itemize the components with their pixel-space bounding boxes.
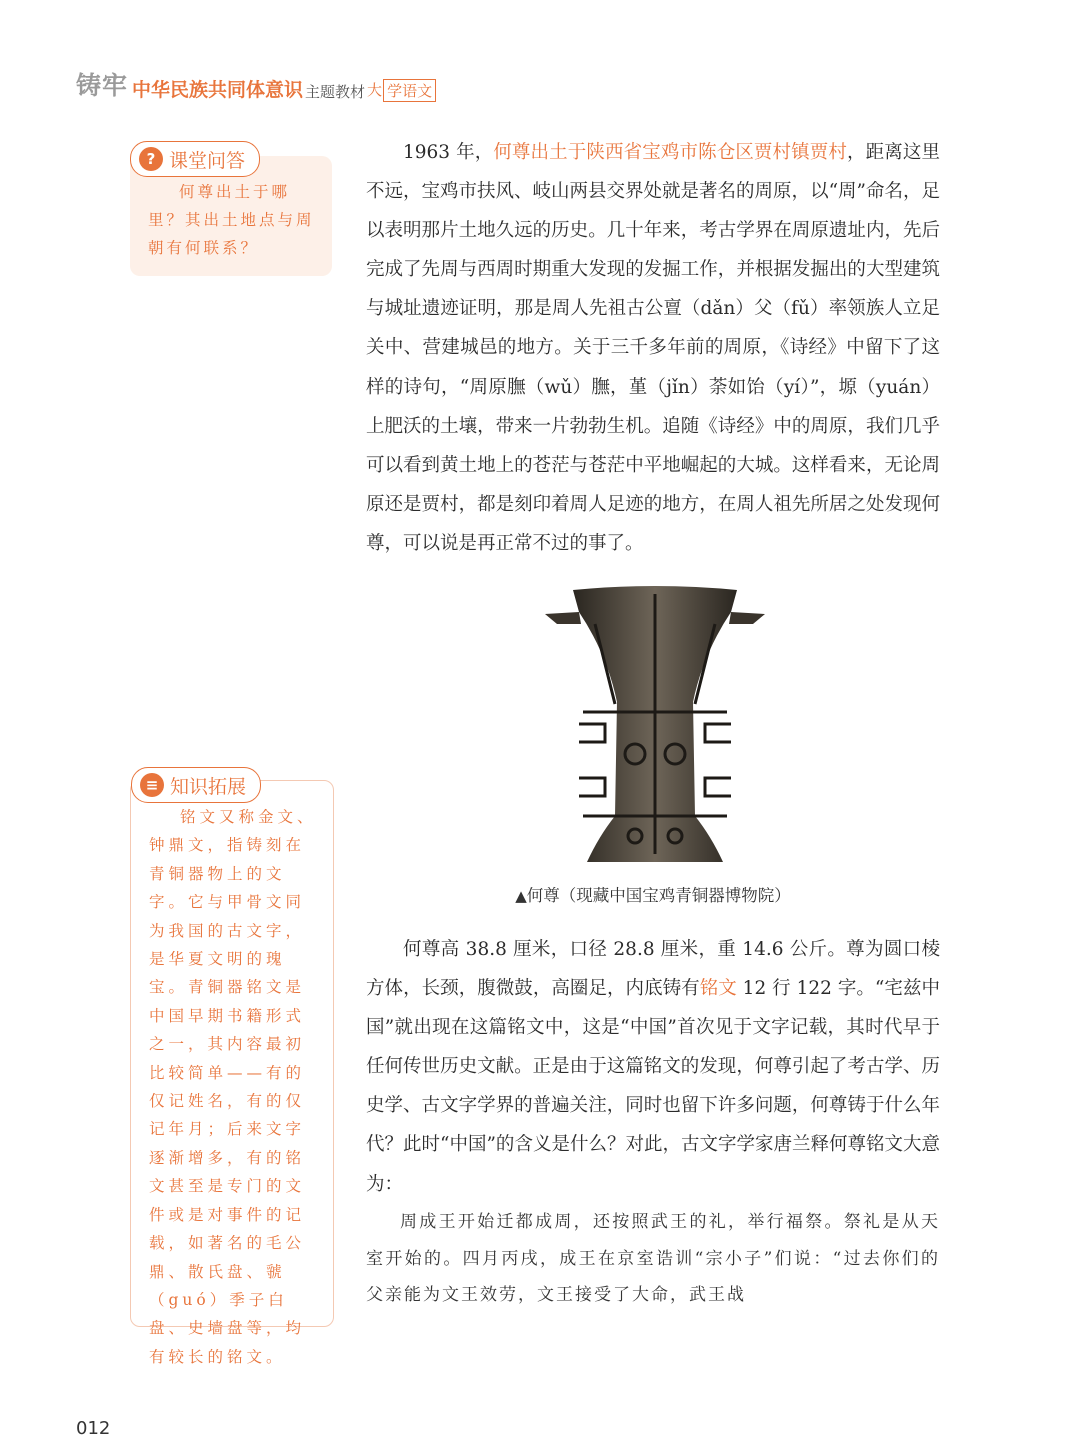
paragraph-2-text xyxy=(366,930,940,1204)
knowledge-title: 知识拓展 xyxy=(170,775,247,798)
caption-text: 何尊（现藏中国宝鸡青铜器博物院） xyxy=(526,886,791,905)
header-label-prefix: 大 xyxy=(367,81,383,99)
caption-marker-icon: ▲ xyxy=(515,887,527,905)
classroom-qa-tag xyxy=(130,141,260,177)
running-header xyxy=(76,70,436,102)
paragraph-2-highlight: 铭文 xyxy=(699,978,737,1000)
paragraph-1-text xyxy=(366,133,940,563)
vessel-handle-right xyxy=(729,612,765,624)
inscription-quote-text: 周成王开始迁都成周，还按照武王的礼，举行福祭。祭礼是从天室开始的。四月丙戌，成王在京室诰训“宗小子”们说：“过去你们的父亲能为文王效劳，文王接受了大命，武王战 xyxy=(366,1212,940,1305)
header-brand: 铸牢 xyxy=(76,71,129,100)
header-label-boxed: 学语文 xyxy=(383,79,436,102)
he-zun-vessel-image xyxy=(535,584,775,866)
header-label xyxy=(367,79,436,102)
paragraph-2-pre: 何尊高 38.8 厘米，口径 28.8 厘米，重 14.6 公斤。尊为圆口棱方体，长颈，腹微鼓，高圈足，内底铸有 xyxy=(366,939,940,1000)
book-icon: ≡ xyxy=(140,773,164,797)
vessel-handle-left xyxy=(545,612,581,624)
paragraph-1-post: ，距离这里不远，宝鸡市扶风、岐山两县交界处就是著名的周原，以“周”命名，足以表明那片土地久远的历史。几十年来，考古学界在周原遗址内，先后完成了先周与西周时期重大发现的发掘工作，并根据发掘出的大型建筑与城址遗迹证明，那是周人先祖古公亶（dǎn）父（fǔ）率领族人立足关中、营建城邑的地方。关于三千多年前的周原，《诗经》中留下了这样的诗句，“周原膴（wǔ）膴，堇（jǐn）荼如饴（yí）”，塬（yuán）上肥沃的土壤，带来一片勃勃生机。追随《诗经》中的周原，我们几乎可以看到黄土地上的苍茫与苍茫中平地崛起的大城。这样看来，无论周原还是贾村，都是刻印着周人足迹的地方，在周人祖先所居之处发现何尊，可以说是再正常不过的事了。 xyxy=(366,142,940,554)
classroom-qa-title: 课堂问答 xyxy=(169,149,246,172)
question-icon: ? xyxy=(139,147,163,171)
he-zun-figure xyxy=(535,584,775,866)
header-subtitle: 中华民族共同体意识 xyxy=(132,79,304,101)
inscription-quote xyxy=(366,1204,940,1314)
knowledge-text: 铭文又称金文、钟鼎文，指铸刻在青铜器物上的文字。它与甲骨文同为我国的古文字，是华夏文明的瑰宝。青铜器铭文是中国早期书籍形式之一，其内容最初比较简单——有的仅记姓名，有的仅记年月；后来文字逐渐增多，有的铭文甚至是专门的文件或是对事件的记载，如著名的毛公鼎、散氏盘、虢（guó）季子白盘、史墙盘等，均有较长的铭文。 xyxy=(149,808,317,1366)
classroom-qa-text: 何尊出土于哪里？其出土地点与周朝有何联系？ xyxy=(148,183,315,257)
paragraph-1-pre: 1963 年， xyxy=(403,142,494,163)
knowledge-box xyxy=(130,775,334,1366)
paragraph-1 xyxy=(366,133,940,563)
paragraph-1-highlight: 何尊出土于陕西省宝鸡市陈仓区贾村镇贾村 xyxy=(493,142,848,163)
page-number: 012 xyxy=(76,1418,111,1439)
header-series: 主题教材 xyxy=(305,83,366,101)
paragraph-2-post: 12 行 122 字。“宅兹中国”就出现在这篇铭文中，这是“中国”首次见于文字记载，其时代早于任何传世历史文献。正是由于这篇铭文的发现，何尊引起了考古学、历史学、古文字学界的普遍关注，同时也留下许多问题，何尊铸于什么年代？此时“中国”的含义是什么？对此，古文字学家唐兰释何尊铭文大意为： xyxy=(366,978,940,1195)
paragraph-2 xyxy=(366,930,940,1204)
figure-caption xyxy=(366,882,940,906)
classroom-qa-box xyxy=(130,149,332,276)
knowledge-tag xyxy=(131,767,261,803)
